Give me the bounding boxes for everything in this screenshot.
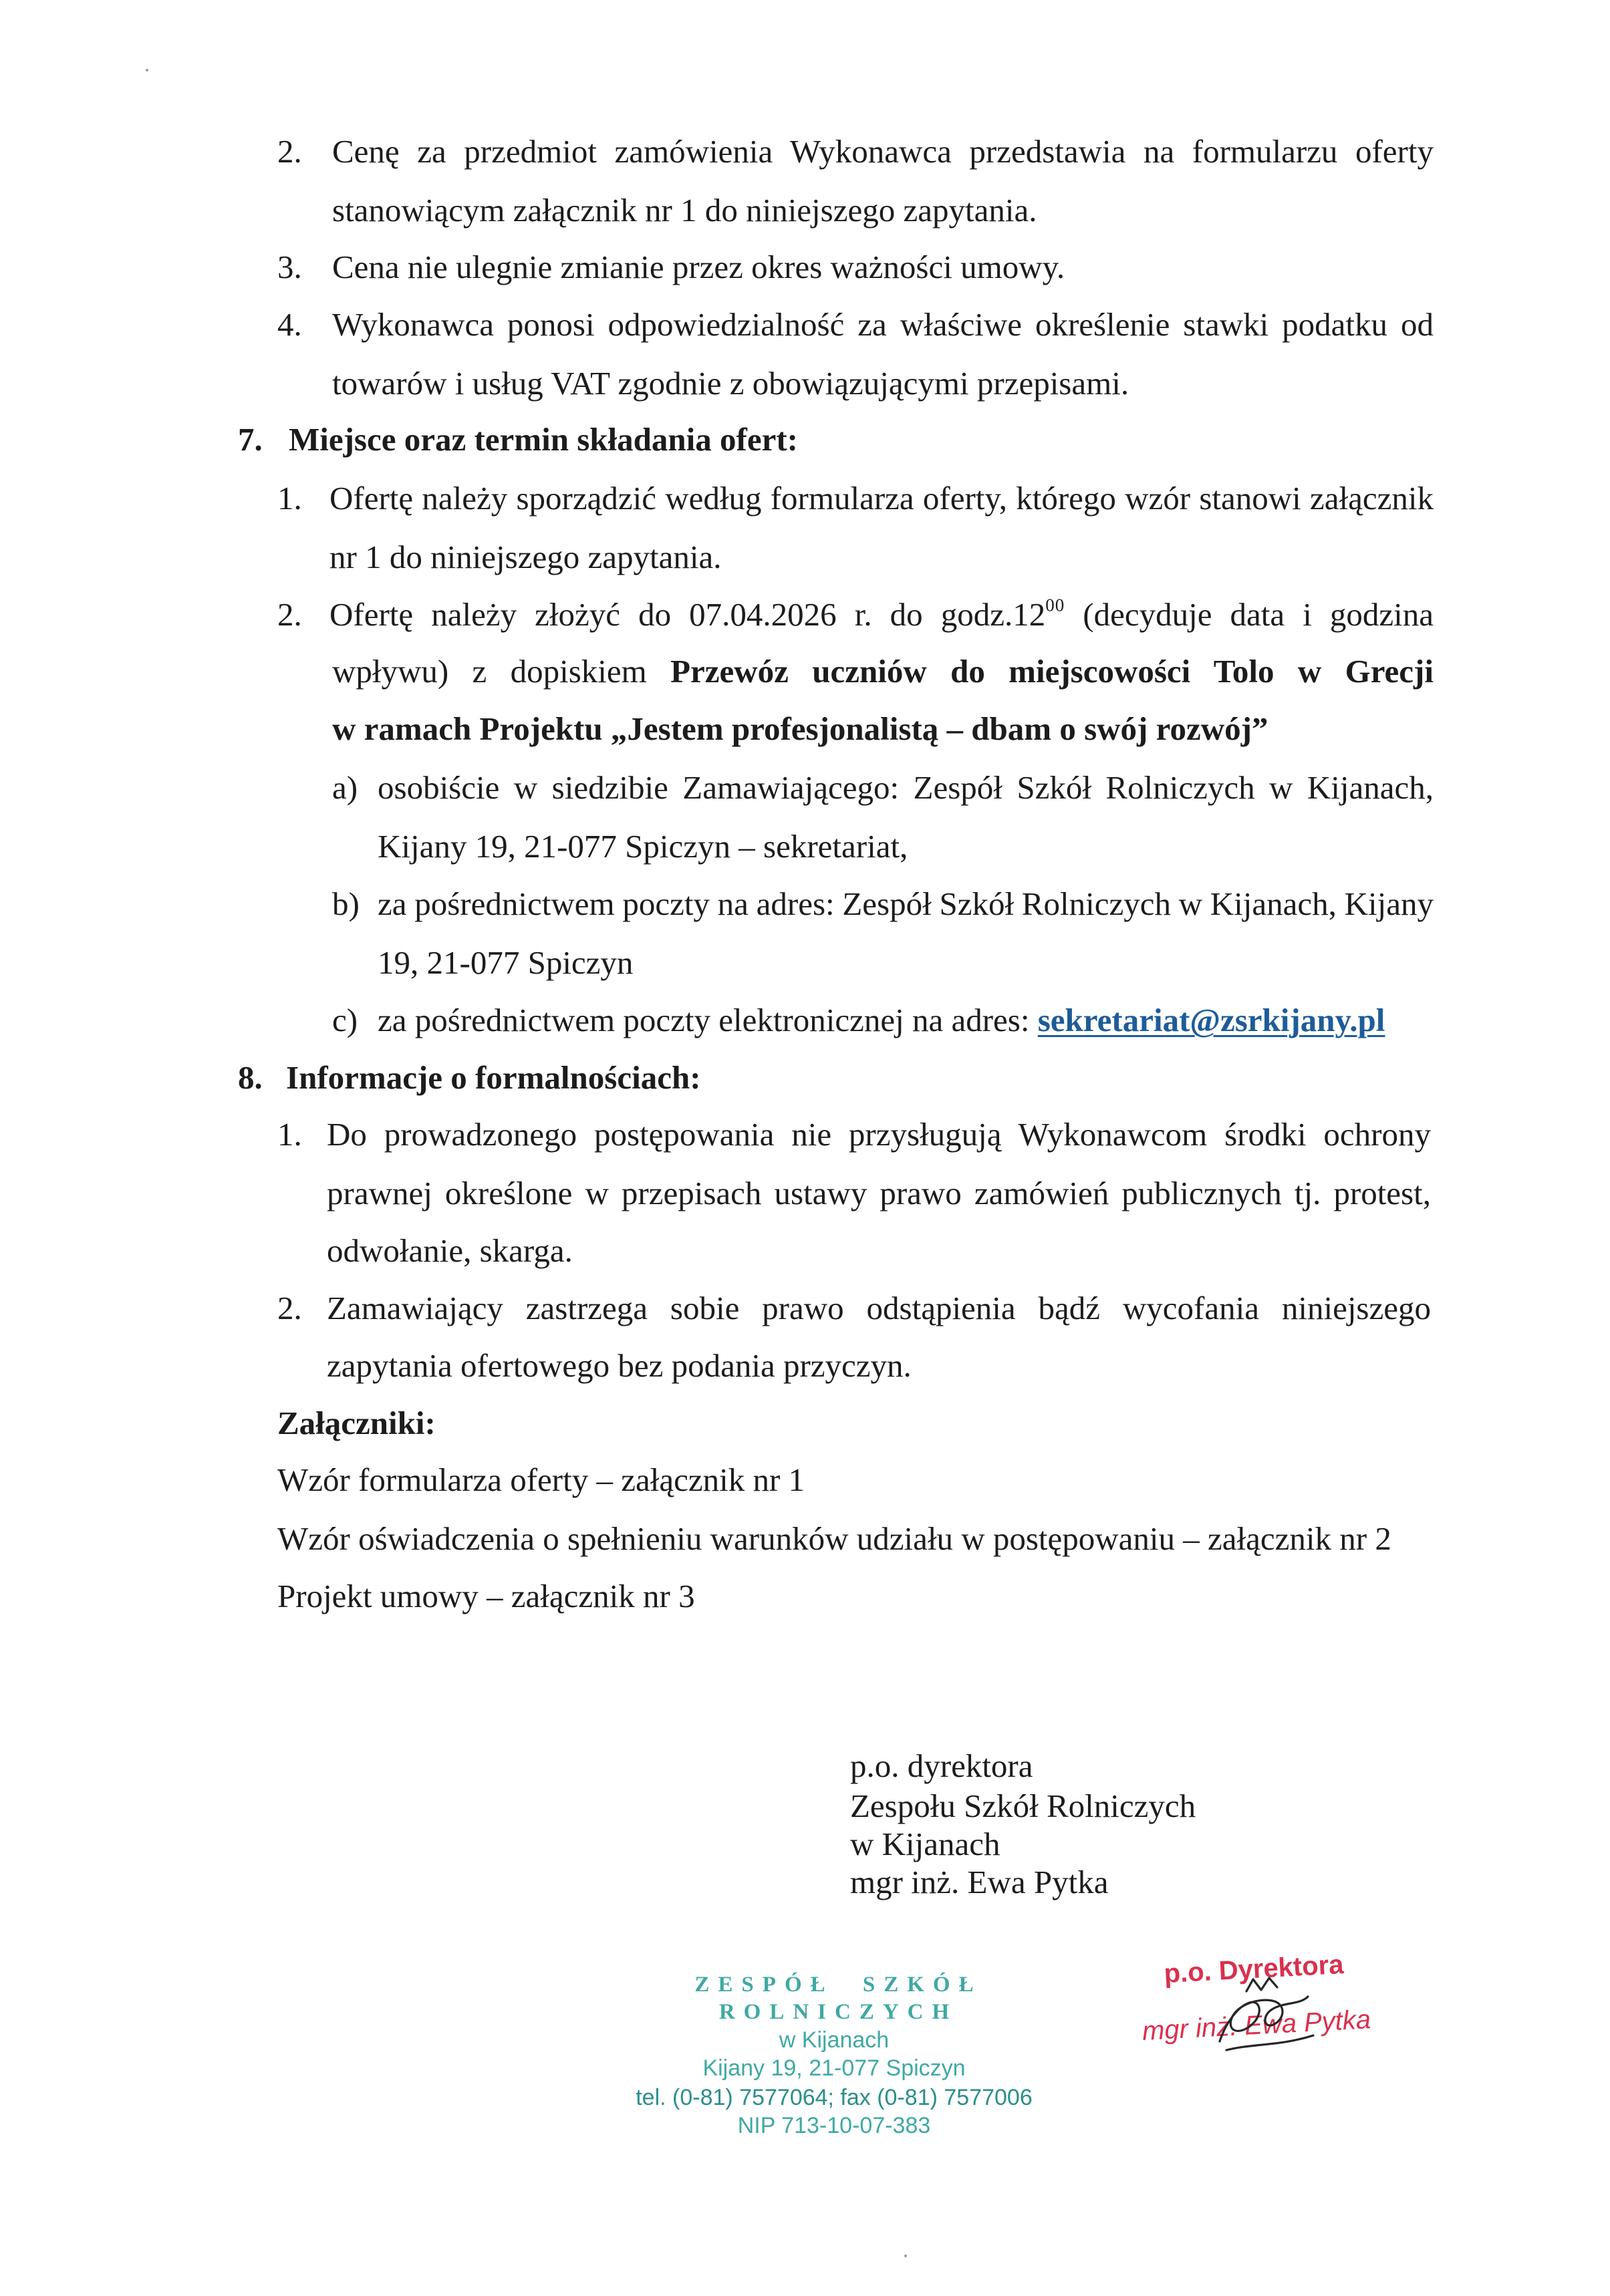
- option-a-label: a): [332, 769, 358, 806]
- section6-item-4-line-2: towarów i usług VAT zgodnie z obowiązującymi przepisami.: [332, 365, 1129, 402]
- email-link[interactable]: sekretariat@zsrkijany.pl: [1037, 1002, 1385, 1038]
- deadline-text: Ofertę należy złożyć do 07.04.2026 r. do godz.12: [329, 596, 1046, 633]
- option-a-line-2: Kijany 19, 21-077 Spiczyn – sekretariat,: [378, 828, 908, 865]
- section8-item-1-line-1: Do prowadzonego postępowania nie przysługują Wykonawcom środki ochrony: [327, 1116, 1431, 1153]
- director-stamp-name: mgr inż. Ewa Pytka: [1141, 2005, 1372, 2046]
- scan-speck: [146, 69, 148, 71]
- attachment-item: Projekt umowy – załącznik nr 3: [277, 1578, 695, 1614]
- section8-item-1-number: 1.: [277, 1116, 302, 1153]
- option-b-label: b): [332, 885, 360, 922]
- section7-item-2-line-2: [332, 652, 1434, 692]
- section8-item-2-line-1: Zamawiający zastrzega sobie prawo odstąpienia bądź wycofania niniejszego: [327, 1290, 1431, 1326]
- section7-item-2-line-1: [329, 595, 1434, 635]
- section7-heading: Miejsce oraz termin składania ofert:: [289, 421, 798, 458]
- option-b-line-1: za pośrednictwem poczty na adres: Zespół Szkół Rolniczych w Kijanach, Kijany: [378, 885, 1434, 922]
- annotation-title: Przewóz uczniów do miejscowości Tolo w Grecji: [670, 653, 1434, 690]
- option-c-line: [378, 1000, 1385, 1040]
- signature-location: w Kijanach: [850, 1826, 1000, 1862]
- school-stamp-nip: NIP 713-10-07-383: [737, 2113, 931, 2138]
- option-c-label: c): [332, 1002, 358, 1038]
- school-stamp-address: Kijany 19, 21-077 Spiczyn: [702, 2055, 966, 2081]
- director-stamp-title: p.o. Dyrektora: [1163, 1949, 1345, 1989]
- school-stamp-line-1: ZESPÓŁ SZKÓŁ: [694, 1973, 982, 1997]
- option-a-line-1: osobiście w siedzibie Zamawiającego: Zespół Szkół Rolniczych w Kijanach,: [378, 769, 1434, 806]
- option-c-text: za pośrednictwem poczty elektronicznej na adres:: [378, 1002, 1038, 1038]
- section6-item-4-line-1: Wykonawca ponosi odpowiedzialność za właściwe określenie stawki podatku od: [332, 306, 1434, 343]
- section7-item-1-line-2: nr 1 do niniejszego zapytania.: [329, 539, 722, 575]
- attachment-item: Wzór formularza oferty – załącznik nr 1: [277, 1461, 805, 1498]
- signature-title: p.o. dyrektora: [850, 1747, 1033, 1784]
- deadline-note: (decyduje data i godzina: [1065, 596, 1434, 633]
- section8-item-2-line-2: zapytania ofertowego bez podania przyczyn.: [327, 1347, 912, 1384]
- attachment-item: Wzór oświadczenia o spełnieniu warunków udziału w postępowaniu – załącznik nr 2: [277, 1520, 1391, 1557]
- deadline-minutes: 00: [1045, 595, 1065, 615]
- section6-item-2-number: 2.: [277, 133, 302, 170]
- attachments-heading: Załączniki:: [277, 1405, 436, 1441]
- section8-item-1-line-3: odwołanie, skarga.: [327, 1232, 573, 1269]
- section7-item-1-number: 1.: [277, 480, 302, 517]
- school-stamp-line-3: w Kijanach: [779, 2027, 890, 2053]
- section8-number: 8.: [238, 1059, 263, 1096]
- section6-item-3-line-1: Cena nie ulegnie zmianie przez okres ważności umowy.: [332, 249, 1065, 285]
- school-stamp-phone: tel. (0-81) 7577064; fax (0-81) 7577006: [636, 2085, 1033, 2110]
- signature-name: mgr inż. Ewa Pytka: [850, 1864, 1109, 1900]
- section7-item-1-line-1: Ofertę należy sporządzić według formularza oferty, którego wzór stanowi załącznik: [329, 480, 1434, 517]
- section7-item-2-line-3: w ramach Projektu „Jestem profesjonalistą – dbam o swój rozwój”: [332, 710, 1268, 747]
- section6-item-4-number: 4.: [277, 306, 302, 343]
- scan-speck: [904, 2255, 907, 2257]
- section8-item-1-line-2: prawnej określone w przepisach ustawy prawo zamówień publicznych tj. protest,: [327, 1175, 1431, 1211]
- section7-number: 7.: [238, 421, 263, 458]
- section8-item-2-number: 2.: [277, 1290, 302, 1326]
- section6-item-2-line-1: Cenę za przedmiot zamówienia Wykonawca przedstawia na formularzu oferty: [332, 133, 1434, 170]
- section7-item-2-number: 2.: [277, 596, 302, 633]
- school-stamp-line-2: ROLNICZYCH: [718, 2000, 958, 2024]
- annotation-intro: wpływu) z dopiskiem: [332, 653, 671, 690]
- option-b-line-2: 19, 21-077 Spiczyn: [378, 944, 634, 981]
- section6-item-3-number: 3.: [277, 249, 302, 285]
- handwritten-signature: [1200, 1971, 1327, 2061]
- section6-item-2-line-2: stanowiącym załącznik nr 1 do niniejszego zapytania.: [332, 192, 1037, 229]
- section8-heading: Informacje o formalnościach:: [286, 1059, 701, 1096]
- signature-school: Zespołu Szkół Rolniczych: [850, 1787, 1196, 1824]
